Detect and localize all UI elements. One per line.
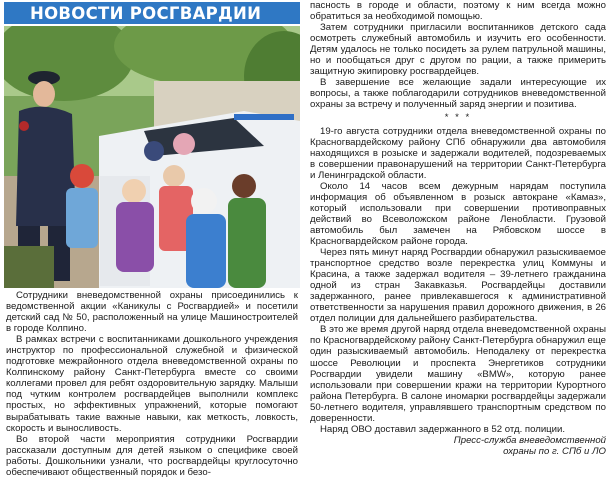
news-header-banner	[4, 2, 300, 24]
article-paragraph: пасность в городе и области, поэтому к ним всегда можно обратиться за необходимой помощью.	[310, 0, 606, 23]
article-paragraph: В рамках встречи с воспитанниками дошкольного учреждения инструктор по профессиональной служебной и физической подготовке межрайонного отдела вневедомственной охраны по Колпинскому району Санкт-Петербурга вместе со своими коллегами провел для ребят оздоровительную зарядку. Малыши под чутким контролем росгвардейцев выполнили комплекс простых, но эффективных упражнений, которые помогают вырабатывать такие важные навыки, как меткость, ловкость, скорость и выносливость.	[6, 334, 298, 434]
article-paragraph: Затем сотрудники пригласили воспитанников детского сада осмотреть служебный автомобиль и изучить его особенности. Детям удалось не только посидеть за рулем патрульной машины, но и пообщаться друг с другом по рации, а также примерить защитную экипировку росгвардейцев.	[310, 22, 606, 78]
article-right-column	[310, 0, 606, 457]
article-paragraph: Сотрудники вневедомственной охраны присоединились к ведомственной акции «Каникулы с Росгвардией» и посетили детский сад № 50, расположенный на улице Машиностроителей в городе Колпино.	[6, 290, 298, 335]
press-service-signature-line2: охраны по г. СПб и ЛО	[503, 445, 606, 457]
article-paragraph: 19-го августа сотрудники отдела вневедомственной охраны по Красногвардейскому району СПб обнаружили два автомобиля находящихся в розыске и задержали водителей, подозреваемых в совершении правонарушений на территории Санкт-Петербурга и Ленинградской области.	[310, 125, 606, 181]
article-paragraph: В завершение все желающие задали интересующие их вопросы, а также поблагодарили сотрудников вневедомственной охраны за встречу и полученный заряд энергии и позитива.	[310, 77, 606, 111]
article-paragraph: Около 14 часов всем дежурным нарядам поступила информация об объявленном в розыск автокране «Камаз», который использовали при совершении противоправных действий во Всеволожском районе Ленобласти. Грузовой автомобиль был замечен на Рябовском шоссе в Красногвардейском районе города.	[310, 180, 606, 247]
news-photo	[4, 26, 300, 288]
section-separator: * * *	[444, 112, 472, 124]
article-paragraph: Во второй части мероприятия сотрудники Росгвардии рассказали доступным для детей языком о специфике своей работы. Дошкольники узнали, что росгвардейцы круглосуточно обеспечивают общественный порядок и безо-	[6, 433, 298, 478]
press-service-signature-line1: Пресс-служба вневедомственной	[453, 434, 606, 446]
article-left-column	[6, 290, 298, 478]
article-paragraph: В это же время другой наряд отдела вневедомственной охраны по Красногвардейскому району Санкт-Петербурга обнаружил еще один разыскиваемый автомобиль. Неподалеку от перекрестка шоссе Революции и проспекта Энергетиков сотрудники Росгвардии увидели машину «ВМW», которую ранее использовали при совершении кражи на территории Курортного района Петербурга. В салоне иномарки росгвардейцы задержали 50-летнего водителя, управлявшего транспортным средством по доверенности.	[310, 324, 606, 424]
article-paragraph: Наряд ОВО доставил задержанного в 52 отд. полиции.	[320, 423, 566, 435]
article-paragraph: Через пять минут наряд Росгвардии обнаружил разыскиваемое транспортное средство возле перекрестка улиц Коммуны и Красина, а также задержал водителя – 39-летнего гражданина одной из стран Закавказья. Росгвардейцы доставили задержанного, ранее привлекавшегося к административной ответственности за нарушения правил дорожного движения, в 26 отдел полиции для дальнейшего разбирательства.	[310, 247, 606, 325]
news-header-title: НОВОСТИ РОСГВАРДИИ	[30, 3, 262, 23]
